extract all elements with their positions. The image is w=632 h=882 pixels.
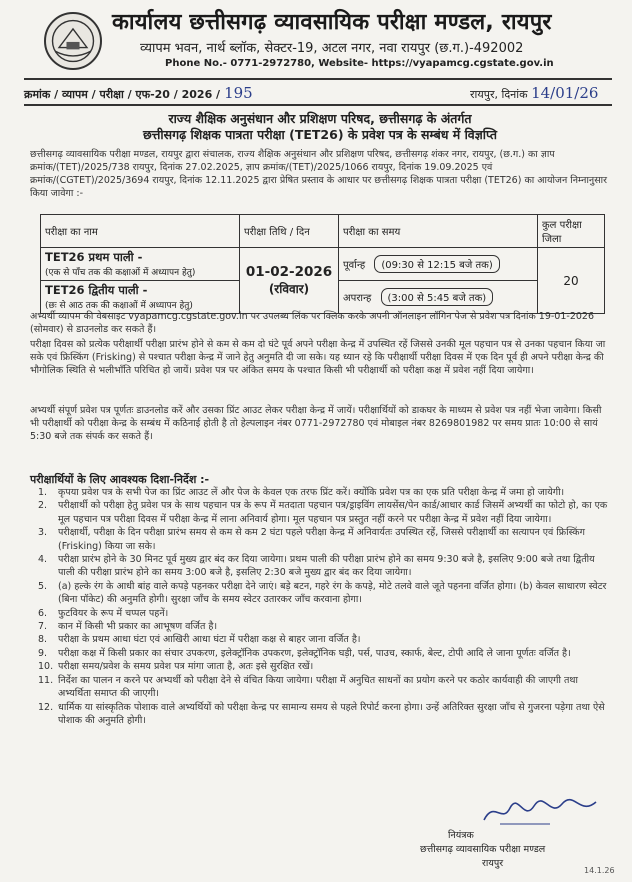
instruction-item — [30, 486, 610, 499]
col-exam-time: परीक्षा का समय — [339, 215, 538, 248]
instruction-number: 8. — [38, 634, 48, 646]
instruction-text: निर्देश का पालन न करने पर अभ्यर्थी को परीक्षा देने से वंचित किया जायेगा। परीक्षा में अनुचित साधनों का प्रयोग करने पर कठोर कार्यवाही की जाएगी तथा अभ्यर्थिता समाप्त की जाएगी। — [58, 674, 578, 700]
instruction-number: 10. — [38, 661, 54, 673]
controller-signature — [480, 794, 600, 830]
ref-rule — [24, 104, 612, 106]
exam-schedule-table — [40, 214, 605, 314]
instruction-number: 7. — [38, 621, 48, 633]
table-row — [41, 248, 605, 281]
instructions-heading: परीक्षार्थियों के लिए आवश्यक दिशा-निर्देश :- — [30, 473, 210, 486]
instruction-text: परीक्षा समय/प्रवेश के समय प्रवेश पत्र मांगा जाता है, अतः इसे सुरक्षित रखें। — [58, 661, 314, 673]
subject-line-1: राज्य शैक्षिक अनुसंधान और प्रशिक्षण परिषद, छत्तीसगढ़ के अंतर्गत — [168, 111, 472, 126]
instruction-text: परीक्षार्थी को परीक्षा हेतु प्रवेश पत्र के साथ पहचान पत्र के रूप में मतदाता पहचान पत्र/ड्राइविंग लायसेंस/पेन कार्ड/आधार कार्ड जिसमें अभ्यर्थी का फोटो हो, का एक मूल पहचान पत्र परीक्षा दिवस में परीक्षा केन्द्र में लाना अनिवार्य होगा। मूल पहचान पत्र प्रस्तुत नहीं करने पर परीक्षा केन्द्र में प्रवेश नहीं दिया जायेगा। — [58, 500, 608, 525]
org-address: व्यापम भवन, नार्थ ब्लॉक, सेक्टर-19, अटल नगर, नवा रायपुर (छ.ग.)-492002 — [140, 41, 524, 56]
reference-number — [24, 84, 253, 102]
footer-date-note: 14.1.26 — [584, 866, 615, 875]
instruction-text: परीक्षा के प्रथम आधा घंटा एवं आखिरी आधा घंटा में परीक्षा कक्ष से बाहर जाना वर्जित है। — [58, 634, 361, 646]
header-rule — [24, 78, 612, 80]
instruction-item — [30, 580, 610, 607]
instruction-item — [30, 526, 610, 553]
reference-label: क्रमांक / व्यापम / परीक्षा / एफ-20 / 2026 / — [24, 88, 221, 101]
instruction-number: 2. — [38, 500, 48, 512]
shift-2-time: (3:00 से 5:45 बजे तक) — [381, 288, 494, 306]
paper-2-desc: (छः से आठ तक की कक्षाओं में अध्यापन हेतु) — [45, 301, 193, 311]
shift-2-label: अपरान्ह — [343, 293, 372, 304]
instruction-number: 11. — [38, 674, 54, 686]
instruction-item — [30, 674, 610, 701]
instruction-item — [30, 660, 610, 673]
shift-2-cell — [339, 281, 538, 314]
instruction-item — [30, 607, 610, 620]
instruction-text: फुटवियर के रूप में चप्पल पहनें। — [58, 607, 169, 619]
date-label: रायपुर, दिनांक — [470, 88, 528, 101]
emblem-icon — [46, 14, 100, 68]
shift-1-time: (09:30 से 12:15 बजे तक) — [374, 255, 499, 273]
notice-paragraph-3 — [30, 404, 610, 443]
instruction-item — [30, 647, 610, 660]
instruction-text: परीक्षार्थी, परीक्षा के दिन परीक्षा प्रारंभ समय से कम से कम 2 घंटा पहले परीक्षा केन्द्र में अनिवार्यतः उपस्थित रहें, जिससे परीक्षार्थी का सत्यापन एवं फ्रिस्किंग (Frisking) किया जा सके। — [58, 527, 585, 552]
instruction-item — [30, 499, 610, 526]
instruction-number: 12. — [38, 701, 54, 713]
instruction-text: (a) हल्के रंग के आधी बांह वाले कपड़े पहनकर परीक्षा देने जाएं। बड़े बटन, गहरे रंग के कपड़े, मोटे तलवे वाले जूते पहनना वर्जित होगा। (b) केवल साधारण स्वेटर (बिना पॉकेट) की अनुमति होगी। सुरक्षा जाँच के समय स्वेटर उतारकर जाँच करवाना होगा। — [58, 580, 607, 606]
instruction-text: परीक्षा प्रारंभ होने के 30 मिनट पूर्व मुख्य द्वार बंद कर दिया जायेगा। प्रथम पाली की परीक्षा प्रारंभ होने का समय 9:30 बजे है, इसलिए 9:00 बजे तथा द्वितीय पाली की परीक्षा प्रारंभ होने का समय 3:00 बजे है, इसलिए 2:30 बजे मुख्य द्वार बंद कर दिया जायेगा। — [58, 554, 595, 579]
districts-count: 20 — [538, 248, 605, 314]
notice-text-3: अभ्यर्थी संपूर्ण प्रवेश पत्र पूर्णतः डाउनलोड करें और उसका प्रिंट आउट लेकर परीक्षा केन्द्र में जायें। परीक्षार्थियों को डाकघर के माध्यम से प्रवेश पत्र नहीं भेजा जावेगा। किसी भी परीक्षार्थी को परीक्षा केन्द्र के सम्बंध में कठिनाई होती है तो हेल्पलाइन नंबर 0771-2972780 एवं मोबाइल नंबर 8269801982 पर समय प्रातः 10:00 से सायं 5:30 बजे तक संपर्क कर सकते हैं। — [30, 405, 602, 442]
paper-2-name: TET26 द्वितीय पाली - — [45, 283, 148, 297]
instruction-number: 6. — [38, 607, 48, 619]
instruction-item — [30, 553, 610, 580]
reference-handwritten-number: 195 — [224, 84, 253, 102]
exam-day: (रविवार) — [268, 282, 310, 296]
org-contact: Phone No.- 0771-2972780, Website- https://vyapamcg.cgstate.gov.in — [165, 58, 554, 69]
exam-date: 01-02-2026 — [245, 264, 333, 280]
instruction-item — [30, 701, 610, 728]
subject-line-2: छत्तीसगढ़ शिक्षक पात्रता परीक्षा (TET26) के प्रवेश पत्र के सम्बंध में विज्ञप्ति — [143, 127, 497, 142]
instruction-number: 3. — [38, 527, 48, 539]
col-districts: कुल परीक्षा जिला — [538, 215, 605, 248]
notice-paragraph-2 — [30, 338, 610, 377]
signatory-city: रायपुर — [482, 858, 504, 869]
col-exam-name: परीक्षा का नाम — [41, 215, 240, 248]
date-handwritten: 14/01/26 — [531, 84, 599, 102]
notice-text-1: अभ्यर्थी व्यापम की वेबसाइट vyapamcg.cgstate.gov.in पर उपलब्ध लिंक पर क्लिक करके अपनी ऑनलाइन लॉगिन पेज से प्रवेश पत्र दिनांक 19-01-2026 (सोमवार) से डाउनलोड कर सकते हैं। — [30, 311, 594, 335]
instruction-number: 9. — [38, 647, 48, 659]
intro-text: छत्तीसगढ़ व्यावसायिक परीक्षा मण्डल, रायपुर द्वारा संचालक, राज्य शैक्षिक अनुसंधान और प्रशिक्षण परिषद, छत्तीसगढ़ शंकर नगर, रायपुर, (छ.ग.) का ज्ञाप क्रमांक/(TET)/2025/738 रायपुर, दिनांक 27.02.2025, ज्ञाप क्रमांक/(TET)/2025/1066 रायपुर, दिनांक 19.09.2025 एवं क्रमांक/(CGTET)/2025/3694 रायपुर, दिनांक 12.11.2025 द्वारा प्रेषित प्रस्ताव के आधार पर छत्तीसगढ़ शिक्षक पात्रता परीक्षा (TET26) का आयोजन निम्नानुसार किया जावेगा :- — [30, 149, 607, 199]
instruction-text: धार्मिक या सांस्कृतिक पोशाक वाले अभ्यर्थियों को परीक्षा केन्द्र पर सामान्य समय से पहले रिपोर्ट करना होगा। उन्हें अतिरिक्त सुरक्षा जाँच से गुजरना पड़ेगा तथा ऐसे पोशाक की अनुमति होगी। — [58, 701, 605, 726]
instruction-number: 1. — [38, 487, 48, 498]
instruction-item — [30, 620, 610, 633]
instruction-item — [30, 633, 610, 646]
paper-1-name: TET26 प्रथम पाली - — [45, 250, 143, 264]
instruction-number: 4. — [38, 554, 48, 566]
paper-2-cell — [41, 281, 240, 314]
org-title: कार्यालय छत्तीसगढ़ व्यावसायिक परीक्षा मण्डल, रायपुर — [112, 10, 552, 35]
instruction-text: कृपया प्रवेश पत्र के सभी पेज का प्रिंट आउट लें और पेज के केवल एक तरफ प्रिंट करें। क्योंकि प्रवेश पत्र का एक प्रति परीक्षा केन्द्र में जमा हो जायेगी। — [58, 487, 565, 498]
shift-1-cell — [339, 248, 538, 281]
vyapam-logo — [44, 12, 102, 70]
notice-paragraph-1 — [30, 310, 610, 336]
paper-1-cell — [41, 248, 240, 281]
notice-text-2: परीक्षा दिवस को प्रत्येक परीक्षार्थी परीक्षा प्रारंभ होने से कम से कम दो घंटे पूर्व अपने परीक्षा केन्द्र में उपस्थित रहें जिससे उनकी मूल पहचान पत्र से उनका पहचान किया जा सके एवं फ्रिस्किंग (Frisking) से पश्चात परीक्षा केन्द्र में जाने हेतु अनुमति दी जा सके। यह ध्यान रहे कि परीक्षार्थी परीक्षा दिवस में एक दिन पूर्व ही अपने परीक्षा केन्द्र की भौगोलिक स्थिति से भलीभाँति परिचित हो जायें। प्रवेश पत्र पर अंकित समय के पश्चात किसी भी परीक्षार्थी को परीक्षा कक्ष में प्रवेश नहीं दिया जायेगा। — [30, 339, 606, 376]
instruction-text: कान में किसी भी प्रकार का आभूषण वर्जित है। — [58, 621, 218, 633]
instructions-list — [30, 486, 610, 727]
intro-paragraph — [30, 148, 610, 200]
instruction-number: 5. — [38, 580, 48, 592]
signatory-title: नियंत्रक — [448, 830, 474, 841]
signatory-org: छत्तीसगढ़ व्यावसायिक परीक्षा मण्डल — [420, 844, 546, 855]
issue-date — [470, 84, 598, 102]
shift-1-label: पूर्वान्ह — [343, 260, 366, 271]
col-exam-date: परीक्षा तिथि / दिन — [240, 215, 339, 248]
exam-date-cell — [240, 248, 339, 314]
paper-1-desc: (एक से पाँच तक की कक्षाओं में अध्यापन हेतु) — [45, 268, 196, 278]
table-header-row — [41, 215, 605, 248]
instruction-text: परीक्षा कक्ष में किसी प्रकार का संचार उपकरण, इलेक्ट्रॉनिक उपकरण, इलेक्ट्रॉनिक घड़ी, पर्स, पाउच, स्कार्फ, बेल्ट, टोपी आदि ले जाना पूर्णतः वर्जित है। — [58, 647, 571, 659]
